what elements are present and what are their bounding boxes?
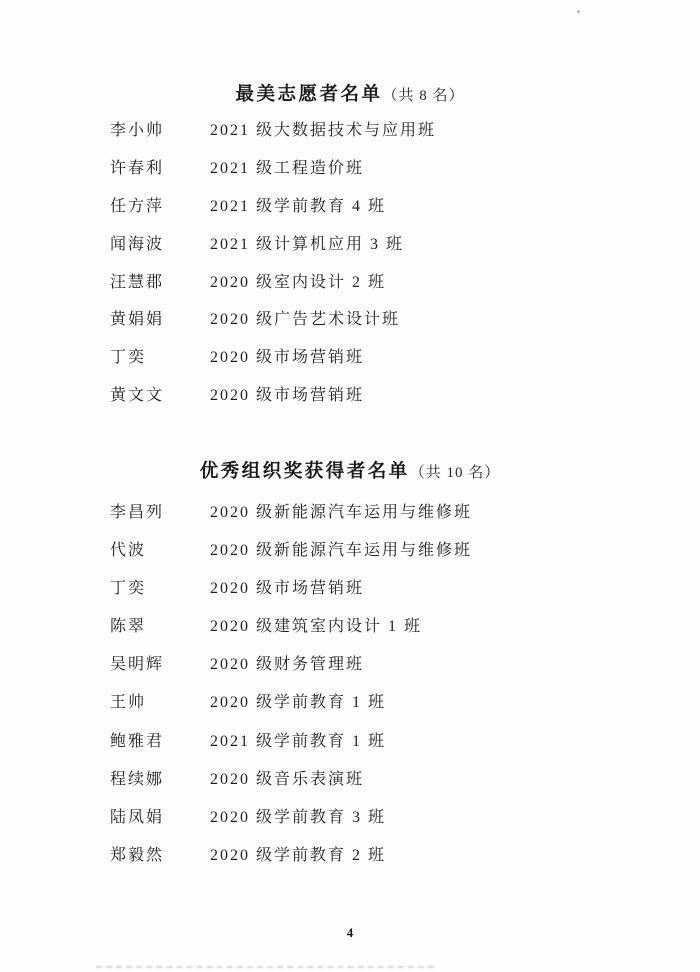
section-title-text: 优秀组织奖获得者名单: [199, 462, 410, 482]
class-name: 2020 级室内设计 2 班: [210, 273, 387, 291]
list-item: [0, 847, 700, 885]
volunteer-name: 代波: [110, 542, 147, 560]
section-title: [0, 459, 700, 481]
list-item: [0, 618, 700, 656]
volunteer-name: 郑毅然: [110, 846, 165, 864]
class-name: 2021 级学前教育 4 班: [210, 197, 387, 215]
list-item: [0, 349, 700, 387]
volunteer-name: 程续娜: [110, 770, 165, 788]
volunteer-name: 黄文文: [110, 387, 165, 405]
list-item: [0, 274, 700, 312]
list-item: [0, 504, 700, 542]
section-most-beautiful-volunteers: [0, 82, 700, 425]
list-item: [0, 656, 700, 694]
list-item: [0, 198, 700, 236]
class-name: 2020 级市场营销班: [210, 387, 365, 405]
volunteer-name: 陆凤娟: [110, 808, 165, 826]
section-title-text: 最美志愿者名单: [235, 85, 383, 105]
scan-speck: [577, 10, 580, 13]
volunteer-name: 鲍雅君: [110, 732, 165, 750]
volunteer-name: 丁奕: [110, 580, 147, 598]
class-name: 2020 级音乐表演班: [210, 770, 365, 788]
volunteer-name: 王帅: [110, 694, 147, 712]
section-count-note: （共 10 名）: [409, 465, 501, 481]
class-name: 2021 级学前教育 1 班: [210, 732, 387, 750]
list-item: [0, 387, 700, 425]
volunteer-name: 吴明辉: [110, 656, 165, 674]
volunteer-name: 李小帅: [110, 122, 165, 139]
list-item: [0, 311, 700, 349]
class-name: 2021 级计算机应用 3 班: [210, 235, 405, 253]
section-excellent-organization-award: [0, 459, 700, 885]
class-name: 2020 级学前教育 2 班: [210, 846, 387, 864]
volunteer-name: 闻海波: [110, 235, 165, 253]
class-name: 2020 级广告艺术设计班: [210, 311, 401, 329]
class-name: 2020 级财务管理班: [210, 656, 365, 674]
class-name: 2020 级学前教育 3 班: [210, 808, 387, 826]
volunteer-name: 任方萍: [110, 197, 165, 215]
list-item: [0, 122, 700, 160]
list-item: [0, 160, 700, 198]
list-item: [0, 236, 700, 274]
volunteer-name: 陈翠: [110, 618, 147, 636]
section-count-note: （共 8 名）: [382, 88, 465, 104]
list-item: [0, 580, 700, 618]
class-name: 2020 级新能源汽车运用与维修班: [210, 542, 473, 560]
class-name: 2021 级大数据技术与应用班: [210, 122, 437, 139]
award-list: [0, 122, 700, 425]
award-list: [0, 504, 700, 885]
list-item: [0, 733, 700, 771]
list-item: [0, 542, 700, 580]
volunteer-name: 黄娟娟: [110, 311, 165, 329]
volunteer-name: 李昌列: [110, 504, 165, 521]
class-name: 2020 级新能源汽车运用与维修班: [210, 504, 473, 521]
class-name: 2020 级市场营销班: [210, 349, 365, 367]
list-item: [0, 694, 700, 732]
class-name: 2021 级工程造价班: [210, 159, 365, 177]
volunteer-name: 汪慧郡: [110, 273, 165, 291]
volunteer-name: 许春利: [110, 159, 165, 177]
class-name: 2020 级学前教育 1 班: [210, 694, 387, 712]
volunteer-name: 丁奕: [110, 349, 147, 367]
class-name: 2020 级建筑室内设计 1 班: [210, 618, 423, 636]
list-item: [0, 809, 700, 847]
class-name: 2020 级市场营销班: [210, 580, 365, 598]
scan-artifact-line: [96, 966, 434, 968]
section-title: [0, 82, 700, 104]
list-item: [0, 771, 700, 809]
page-number: 4: [346, 926, 354, 940]
